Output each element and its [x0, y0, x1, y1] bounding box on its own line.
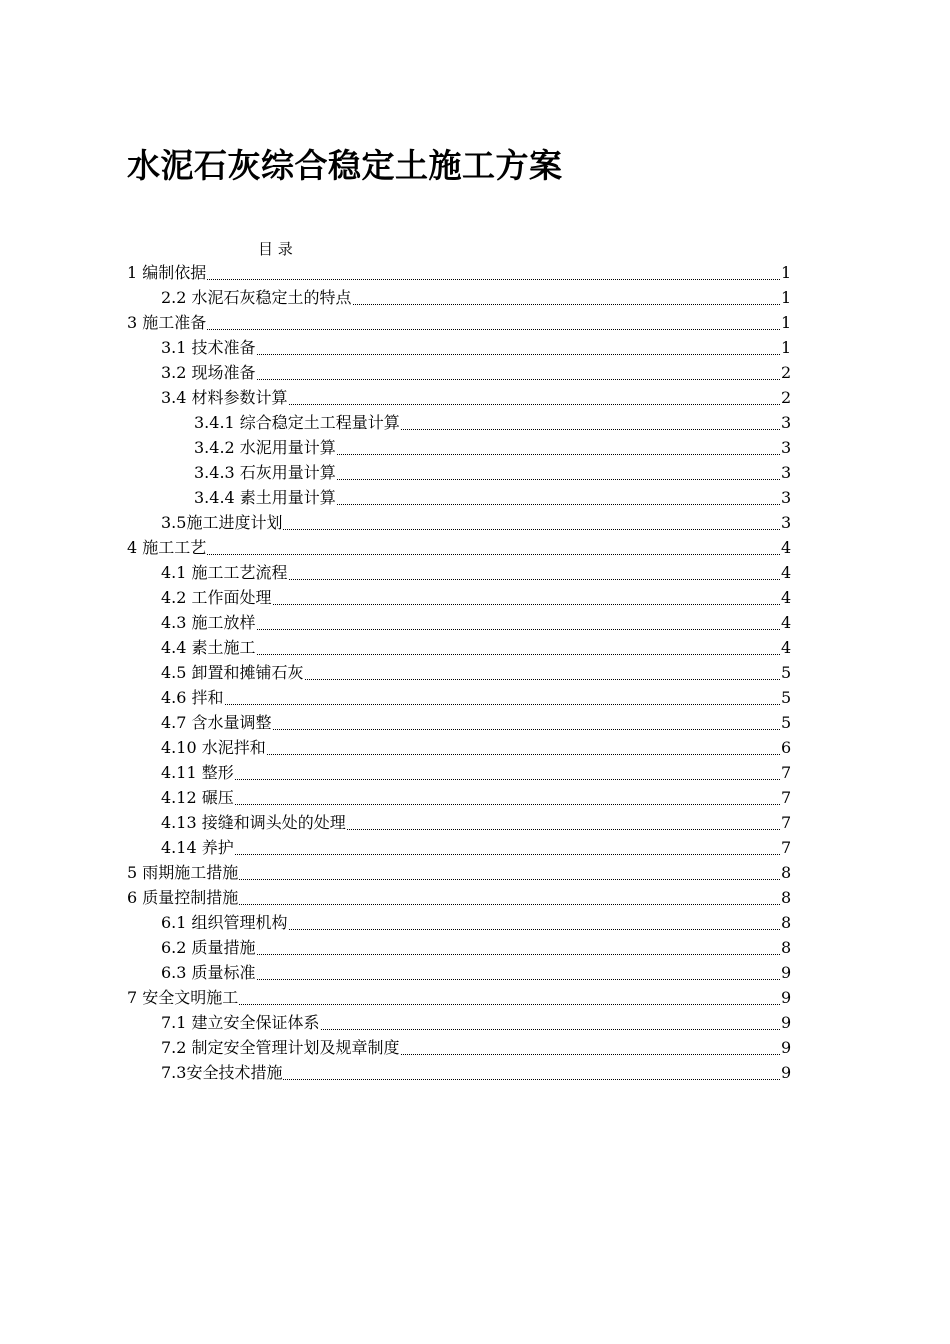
toc-entry-label: 7 安全文明施工	[127, 988, 239, 1007]
toc-entry-label: 6.1 组织管理机构	[161, 913, 288, 932]
toc-entry-page-number: 8	[781, 863, 792, 882]
toc-entry-page-number: 3	[781, 438, 792, 457]
toc-entry-page-number: 2	[781, 363, 792, 382]
toc-dot-leader	[239, 888, 780, 905]
toc-entry-label: 4.4 素土施工	[161, 638, 256, 657]
toc-dot-leader	[235, 788, 780, 805]
toc-entry[interactable]	[127, 735, 791, 760]
toc-entry[interactable]	[127, 910, 791, 935]
toc-heading: 目 录	[258, 240, 293, 258]
toc-dot-leader	[257, 638, 780, 655]
toc-entry-label: 4.1 施工工艺流程	[161, 563, 288, 582]
toc-entry-page-number: 1	[781, 288, 792, 307]
toc-entry[interactable]	[127, 410, 791, 435]
toc-entry-label: 7.1 建立安全保证体系	[161, 1013, 320, 1032]
toc-entry[interactable]	[127, 1035, 791, 1060]
toc-entry-page-number: 9	[781, 963, 792, 982]
toc-entry-page-number: 9	[781, 988, 792, 1007]
toc-dot-leader	[401, 413, 780, 430]
toc-dot-leader	[337, 463, 780, 480]
toc-dot-leader	[239, 988, 780, 1005]
toc-dot-leader	[267, 738, 780, 755]
toc-entry-page-number: 9	[781, 1063, 792, 1082]
toc-entry-page-number: 9	[781, 1013, 792, 1032]
toc-entry-label: 3.5施工进度计划	[161, 513, 283, 532]
toc-entry[interactable]	[127, 535, 791, 560]
document-title: 水泥石灰综合稳定土施工方案	[127, 146, 563, 185]
toc-entry-page-number: 7	[781, 788, 792, 807]
toc-entry[interactable]	[127, 310, 791, 335]
toc-dot-leader	[289, 563, 780, 580]
toc-dot-leader	[239, 863, 780, 880]
toc-entry[interactable]	[127, 860, 791, 885]
toc-dot-leader	[337, 438, 780, 455]
toc-entry-label: 4.14 养护	[161, 838, 234, 857]
toc-entry-page-number: 4	[781, 613, 792, 632]
toc-dot-leader	[321, 1013, 780, 1030]
toc-entry[interactable]	[127, 610, 791, 635]
toc-dot-leader	[347, 813, 780, 830]
toc-entry[interactable]	[127, 985, 791, 1010]
toc-entry-page-number: 5	[781, 663, 792, 682]
toc-entry-page-number: 5	[781, 688, 792, 707]
toc-dot-leader	[353, 288, 780, 305]
toc-entry[interactable]	[127, 710, 791, 735]
toc-entry-label: 4.10 水泥拌和	[161, 738, 266, 757]
toc-dot-leader	[289, 913, 780, 930]
toc-entry[interactable]	[127, 435, 791, 460]
toc-entry-page-number: 1	[781, 313, 792, 332]
toc-entry-label: 3.1 技术准备	[161, 338, 256, 357]
toc-entry[interactable]	[127, 835, 791, 860]
toc-entry-page-number: 8	[781, 913, 792, 932]
toc-entry[interactable]	[127, 485, 791, 510]
toc-entry-page-number: 3	[781, 463, 792, 482]
toc-entry-page-number: 6	[781, 738, 792, 757]
toc-entry-page-number: 2	[781, 388, 792, 407]
toc-dot-leader	[257, 613, 780, 630]
toc-entry-label: 5 雨期施工措施	[127, 863, 239, 882]
toc-entry-label: 1 编制依据	[127, 263, 207, 282]
toc-dot-leader	[257, 363, 780, 380]
toc-entry-label: 3.2 现场准备	[161, 363, 256, 382]
toc-dot-leader	[273, 713, 780, 730]
toc-entry[interactable]	[127, 1010, 791, 1035]
toc-entry-page-number: 1	[781, 263, 792, 282]
toc-entry-page-number: 7	[781, 813, 792, 832]
toc-dot-leader	[207, 538, 780, 555]
toc-entry-page-number: 3	[781, 513, 792, 532]
toc-entry-page-number: 1	[781, 338, 792, 357]
toc-dot-leader	[207, 263, 780, 280]
toc-entry-label: 4.7 含水量调整	[161, 713, 272, 732]
toc-entry-page-number: 4	[781, 538, 792, 557]
toc-dot-leader	[337, 488, 780, 505]
toc-entry[interactable]	[127, 960, 791, 985]
toc-entry-label: 4.13 接缝和调头处的处理	[161, 813, 346, 832]
toc-entry[interactable]	[127, 1060, 791, 1085]
toc-dot-leader	[207, 313, 780, 330]
toc-entry-page-number: 8	[781, 938, 792, 957]
toc-entry-page-number: 4	[781, 638, 792, 657]
toc-dot-leader	[257, 963, 780, 980]
toc-dot-leader	[273, 588, 780, 605]
toc-entry-label: 4.5 卸置和摊铺石灰	[161, 663, 304, 682]
toc-entry-label: 4.6 拌和	[161, 688, 224, 707]
toc-entry-page-number: 7	[781, 763, 792, 782]
toc-entry[interactable]	[127, 260, 791, 285]
toc-entry[interactable]	[127, 360, 791, 385]
toc-dot-leader	[235, 763, 780, 780]
toc-entry-label: 4.3 施工放样	[161, 613, 256, 632]
toc-entry-page-number: 3	[781, 413, 792, 432]
toc-entry-label: 3.4 材料参数计算	[161, 388, 288, 407]
toc-entry[interactable]	[127, 810, 791, 835]
toc-entry-label: 6.2 质量措施	[161, 938, 256, 957]
toc-entry-label: 7.3安全技术措施	[161, 1063, 283, 1082]
toc-entry-page-number: 4	[781, 588, 792, 607]
toc-entry[interactable]	[127, 560, 791, 585]
toc-entry[interactable]	[127, 760, 791, 785]
toc-entry[interactable]	[127, 885, 791, 910]
toc-entry-label: 3.4.1 综合稳定土工程量计算	[194, 413, 400, 432]
toc-entry[interactable]	[127, 285, 791, 310]
toc-entry-label: 3 施工准备	[127, 313, 207, 332]
toc-entry-label: 6 质量控制措施	[127, 888, 239, 907]
toc-entry-label: 3.4.4 素土用量计算	[194, 488, 336, 507]
toc-entry[interactable]	[127, 335, 791, 360]
toc-entry-label: 4.2 工作面处理	[161, 588, 272, 607]
toc-entry-page-number: 7	[781, 838, 792, 857]
toc-entry-label: 3.4.3 石灰用量计算	[194, 463, 336, 482]
toc-dot-leader	[283, 513, 780, 530]
toc-dot-leader	[305, 663, 780, 680]
toc-entry[interactable]	[127, 685, 791, 710]
toc-entry-page-number: 3	[781, 488, 792, 507]
toc-entry-page-number: 4	[781, 563, 792, 582]
toc-entry[interactable]	[127, 660, 791, 685]
toc-entry[interactable]	[127, 585, 791, 610]
toc-entry-page-number: 8	[781, 888, 792, 907]
toc-entry-label: 7.2 制定安全管理计划及规章制度	[161, 1038, 400, 1057]
toc-entry[interactable]	[127, 935, 791, 960]
toc-entry-label: 3.4.2 水泥用量计算	[194, 438, 336, 457]
toc-entry-page-number: 9	[781, 1038, 792, 1057]
toc-entry[interactable]	[127, 635, 791, 660]
toc-dot-leader	[235, 838, 780, 855]
toc-dot-leader	[225, 688, 780, 705]
toc-entry-label: 6.3 质量标准	[161, 963, 256, 982]
toc-dot-leader	[257, 338, 780, 355]
toc-entry-label: 4.11 整形	[161, 763, 234, 782]
toc-entry-label: 4.12 碾压	[161, 788, 234, 807]
toc-entry[interactable]	[127, 785, 791, 810]
toc-entry-label: 2.2 水泥石灰稳定土的特点	[161, 288, 352, 307]
table-of-contents	[127, 260, 791, 1085]
toc-entry[interactable]	[127, 385, 791, 410]
toc-entry-label: 4 施工工艺	[127, 538, 207, 557]
toc-entry-page-number: 5	[781, 713, 792, 732]
toc-entry[interactable]	[127, 460, 791, 485]
toc-dot-leader	[401, 1038, 780, 1055]
toc-entry[interactable]	[127, 510, 791, 535]
toc-dot-leader	[283, 1063, 780, 1080]
toc-dot-leader	[257, 938, 780, 955]
toc-dot-leader	[289, 388, 780, 405]
